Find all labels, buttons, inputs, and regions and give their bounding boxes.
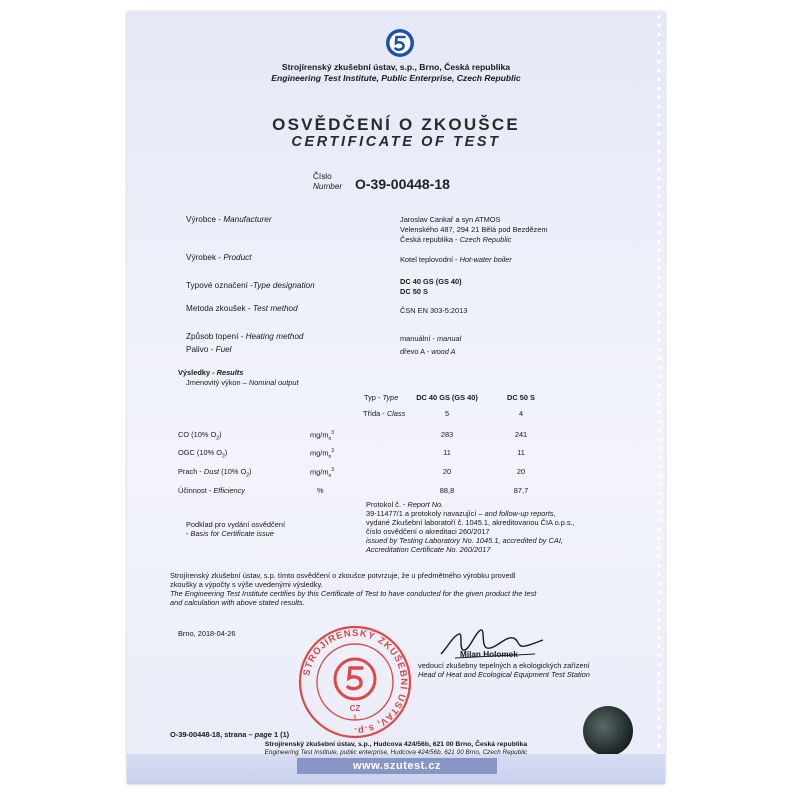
stamp-country: CZ [349,704,361,713]
result-row-label: Prach - Dust (10% $O_2$) [178,467,252,479]
result-value-col1: 20 [442,467,452,476]
statement-en-line2: and calculation with above stated results. [170,598,305,607]
report-issuer-en: issued by Testing Laboratory No. 1045.1, accredited by CAI, [366,536,563,545]
certificate-number: O-39-00448-18 [355,176,450,192]
place-date: Brno, 2018-04-26 [178,629,236,638]
signatory-role-en: Head of Heat and Ecological Equipment Test Station [418,670,590,679]
certificate-title-cz: OSVĚDČENÍ O ZKOUŠCE [272,115,520,134]
number-label-cz: Číslo [313,172,332,181]
method-value: ČSN EN 303-5:2013 [400,306,468,315]
manufacturer-label: Výrobce - Manufacturer [186,215,272,224]
official-stamp-icon [297,624,413,740]
footer-address-cz: Strojírenský zkušební ústav, s.p., Hudcova 424/56b, 621 00 Brno, Česká republika [264,741,528,748]
type-header-label: Typ - Type [364,393,399,402]
stamp-number: 1 [353,715,357,722]
signatory-name: Milan Holomek [460,650,518,659]
results-col1-header: DC 40 GS (GS 40) [416,393,478,402]
report-number-value: 39-11477/1 a protokoly navazující – and follow-up reports, [366,509,556,518]
results-title: Výsledky - Results [178,368,244,377]
class-value-1: 5 [444,409,450,418]
number-label-en: Number [313,182,343,191]
report-accreditation-cz: číslo osvědčení o akreditaci 260/2017 [366,527,490,536]
efficiency-unit: % [317,486,324,495]
result-row-label: CO (10% $O_2$) [178,430,222,442]
certificate-title-en: CERTIFICATE OF TEST [291,134,501,150]
result-value-col2: 20 [516,467,526,476]
report-number-label: Protokol č. - Report No. [366,500,444,509]
results-col2-header: DC 50 S [507,393,535,402]
institute-name-cz: Strojírenský zkušební ústav, s.p., Brno, Česká republika [281,62,511,72]
basis-label-cz: Podklad pro vydání osvědčení [186,520,286,529]
manufacturer-address: Velenského 487, 294 21 Bělá pod Bezdězem [400,225,548,234]
result-value-col1: 283 [440,430,454,439]
fuel-label: Palivo - Fuel [186,345,232,354]
statement-en-line1: The Engineering Test Institute certifies by this Certificate of Test to have conducted for the given product the test [170,589,537,598]
type-label: Typové označení -Type designation [186,281,315,290]
result-row-unit: $mg/m_n^3$ [310,467,335,479]
result-row-label: OGC (10% $O_2$) [178,448,228,460]
manufacturer-country: Česká republika - Czech Republic [400,235,512,244]
efficiency-value-col2: 87,7 [513,486,529,495]
report-accreditation-en: Accreditation Certificate No. 260/2017 [366,545,491,554]
footer-address-en: Engineering Test Institute, public enterprise, Hudcova 424/56b, 621 00 Brno, Czech Republic [264,749,528,756]
basis-label-en: - Basis for Certificate issue [186,529,274,538]
product-value: Kotel teplovodní - Hot-water boiler [400,255,512,264]
website-link[interactable]: www.szutest.cz [297,758,497,774]
result-value-col2: 11 [517,448,525,457]
signatory-role-cz: vedoucí zkušebny tepelných a ekologických zařízení [418,661,590,670]
page-info: O-39-00448-18, strana – page 1 (1) [170,730,290,739]
type-value-1: DC 40 GS (GS 40) [400,277,462,286]
product-label: Výrobek - Product [186,253,252,262]
result-row-unit: $mg/m_n^3$ [310,430,335,442]
manufacturer-name: Jaroslav Cankař a syn ATMOS [400,215,501,224]
efficiency-label: Účinnost - Efficiency [178,486,245,495]
statement-cz-line1: Strojírenský zkušební ústav, s.p. tímto osvědčení o zkoušce potvrzuje, že u předmětného výrobku provedl [170,571,516,580]
result-value-col1: 11 [443,448,451,457]
heating-label: Způsob topení - Heating method [186,332,304,341]
nominal-output-label: Jmenovitý výkon – Nominal output [186,378,299,387]
type-value-2: DC 50 S [400,287,428,296]
method-label: Metoda zkoušek - Test method [186,304,298,313]
class-header-label: Třída - Class [363,409,406,418]
fuel-value: dřevo A - wood A [400,347,456,356]
statement-cz-line2: zkoušky a výpočty s výše uvedenými výsledky. [170,580,323,589]
report-issuer-cz: vydané Zkušební laboratoří č. 1045.1, akreditovanou ČIA o.p.s., [366,518,575,527]
szu-logo-icon [385,28,415,58]
heating-value: manuální - manual [400,334,462,343]
result-value-col2: 241 [514,430,528,439]
class-value-2: 4 [518,409,524,418]
efficiency-value-col1: 88,8 [439,486,455,495]
stamp-text: STROJÍRENSKÝ ZKUŠEBNÍ ÚSTAV, s.p. [301,627,410,737]
certificate-page [127,12,665,784]
result-row-unit: $mg/m_n^3$ [310,448,335,460]
institute-name-en: Engineering Test Institute, Public Enterprise, Czech Republic [271,73,521,83]
